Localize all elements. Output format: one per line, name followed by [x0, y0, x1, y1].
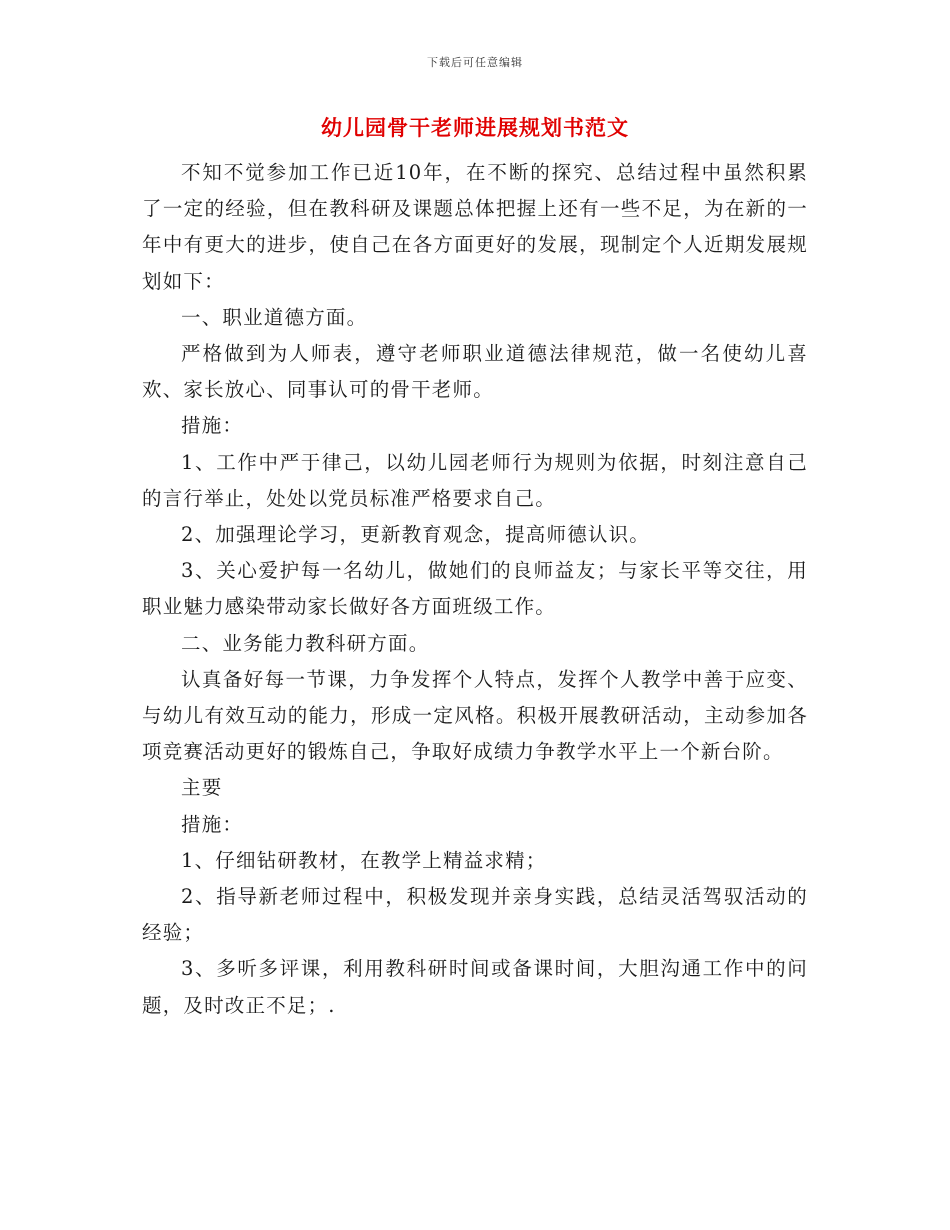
paragraph-research-goal: 认真备好每一节课，力争发挥个人特点，发挥个人教学中善于应变、与幼儿有效互动的能力，形成一定风格。积极开展教研活动，主动参加各项竞赛活动更好的锻炼自己，争取好成绩力争教学水平上一个新台阶。 [142, 667, 808, 764]
measure-item: 1、仔细钻研教材，在教学上精益求精； [181, 848, 547, 872]
measure-item: 2、指导新老师过程中，积极发现并亲身实践，总结灵活驾驭活动的经验； [142, 885, 808, 945]
main-label: 主要 [181, 776, 223, 800]
document-title: 幼儿园骨干老师进展规划书范文 [321, 115, 629, 140]
measure-item: 1、工作中严于律己，以幼儿园老师行为规则为依据，时刻注意自己的言行举止，处处以党员标准严格要求自己。 [142, 450, 808, 510]
measure-item: 3、关心爱护每一名幼儿，做她们的良师益友；与家长平等交往，用职业魅力感染带动家长做好各方面班级工作。 [142, 559, 808, 619]
measures-label: 措施： [181, 812, 244, 836]
measures-label: 措施： [181, 414, 244, 438]
document-body [142, 155, 808, 1024]
header-note: 下载后可任意编辑 [427, 56, 523, 69]
paragraph-ethics-goal: 严格做到为人师表，遵守老师职业道德法律规范，做一名使幼儿喜欢、家长放心、同事认可的骨干老师。 [142, 342, 808, 402]
paragraph-intro: 不知不觉参加工作已近10年，在不断的探究、总结过程中虽然积累了一定的经验，但在教科研及课题总体把握上还有一些不足，为在新的一年中有更大的进步，使自己在各方面更好的发展，现制定个人近期发展规划如下： [142, 161, 808, 293]
measure-item: 3、多听多评课，利用教科研时间或备课时间，大胆沟通工作中的问题，及时改正不足；. [142, 957, 808, 1017]
section-heading-research: 二、业务能力教科研方面。 [181, 631, 430, 655]
measure-item: 2、加强理论学习，更新教育观念，提高师德认识。 [181, 523, 651, 547]
section-heading-ethics: 一、职业道德方面。 [181, 305, 368, 329]
